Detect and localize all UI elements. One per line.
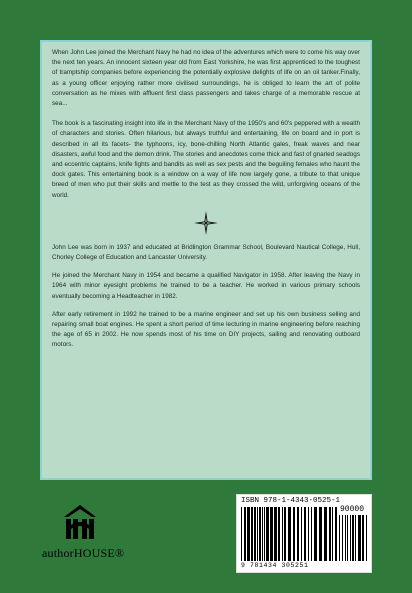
barcode-bar [366, 515, 367, 561]
barcode-bar [284, 507, 286, 561]
barcode-bar [274, 507, 277, 561]
barcode-bar [301, 507, 302, 561]
barcode-bar [282, 507, 283, 561]
price-barcode-bars [339, 515, 369, 561]
isbn-barcode [236, 494, 372, 573]
publisher-logo [42, 503, 152, 573]
barcode-bar [362, 515, 364, 561]
isbn-label: ISBN 978-1-4343-0525-1 [241, 497, 341, 505]
ean-digits: 9 781434 305251 [241, 562, 309, 569]
barcode-bar [319, 507, 322, 561]
authorhouse-logo-icon [62, 503, 98, 543]
barcode-bar [347, 515, 348, 561]
barcode-bar [324, 507, 327, 561]
barcode-bar [350, 515, 351, 561]
blurb-paragraph-1: When John Lee joined the Merchant Navy he had no idea of the adventures which were to come his way over the next ten years. An innocent sixteen year old from East Yorkshire, he was first apprenticed to the toughest of tramptship companies before experiencing the potentially explosive delights of life on an oil tanker.Finally, as a young officer enjoying rather more civilised surroundings, he is obliged to learn the art of polite conversation as he mixes with affluent first class passengers and takes charge of a memorable rescue at sea... [52, 49, 360, 108]
author-bio-paragraph-1: John Lee was born in 1937 and educated at Bridlington Grammar School, Boulevard Nautical College, Hull, Chorley College of Education and Lancaster University. [52, 243, 360, 262]
barcode-bar [308, 507, 309, 561]
publisher-name: authorHOUSE® [42, 546, 125, 560]
barcode-bar [332, 507, 333, 561]
barcode-bar [352, 515, 354, 561]
author-bio-paragraph-2: He joined the Merchant Navy in 1954 and became a qualified Navigator in 1958. After leaving the Navy in 1964 with minor eyesight problems he trained to be a teacher. He worked in various primary schools eventually becoming a Headteacher in 1982. [52, 272, 360, 300]
barcode-bar [335, 507, 337, 561]
barcode-bar [355, 515, 356, 561]
barcode-bar [288, 507, 291, 561]
ean-barcode-bars [241, 507, 337, 561]
barcode-bar [297, 507, 299, 561]
blurb-paragraph-2: The book is a fascinating insight into life in the Merchant Navy of the 1950's and 60's peppered with a wealth of characters and stories. Often hilarious, but always truthful and entertaining, life on board and in port is described in all its facets- the typhoons, icy, bone-chilling North Atlantic gales, freak waves and near disasters, awful food and the demon drink. The stories and anecdotes come thick and fast of gnarled seadogs and eccentric captains, knife fights and bandits as well as sex pests and the beguiling females who haunt the dock gates. This entertaining book is a window on a way of life now largely gone, a tribute to that unique breed of men who put their skills and mettle to the test as they crossed the wild, unforgiving oceans of the world. [52, 120, 360, 199]
barcode-bar [251, 507, 253, 561]
barcode-bar [259, 507, 261, 561]
barcode-bar [342, 515, 343, 561]
author-bio-paragraph-3: After early retirement in 1992 he trained to be a marine engineer and set up his own business selling and repairing small boat engines. He spent a short period of time lecturing in marine engineering before reaching the age of 65 in 2002. He now spends most of his time on DIY projects, sailing and renovating outboard motors. [52, 310, 360, 349]
barcode-bar [314, 507, 317, 561]
price-code: 90000 [340, 505, 365, 514]
barcode-bar [270, 507, 273, 561]
compass-star-icon [52, 211, 360, 235]
barcode-bar [257, 507, 258, 561]
barcode-bar [345, 515, 346, 561]
barcode-bar [304, 507, 306, 561]
barcode-bar [262, 507, 263, 561]
barcode-bar [329, 507, 331, 561]
barcode-bar [266, 507, 269, 561]
barcode-bar [278, 507, 280, 561]
back-cover-text-panel [40, 40, 372, 480]
barcode-bar [311, 507, 312, 561]
barcode-bar [247, 507, 250, 561]
barcode-bar [241, 507, 242, 561]
barcode-bar [244, 507, 246, 561]
barcode-bar [254, 507, 256, 561]
barcode-bar [339, 515, 340, 561]
barcode-bar [293, 507, 295, 561]
barcode-bar [264, 507, 265, 561]
barcode-bar [358, 515, 361, 561]
